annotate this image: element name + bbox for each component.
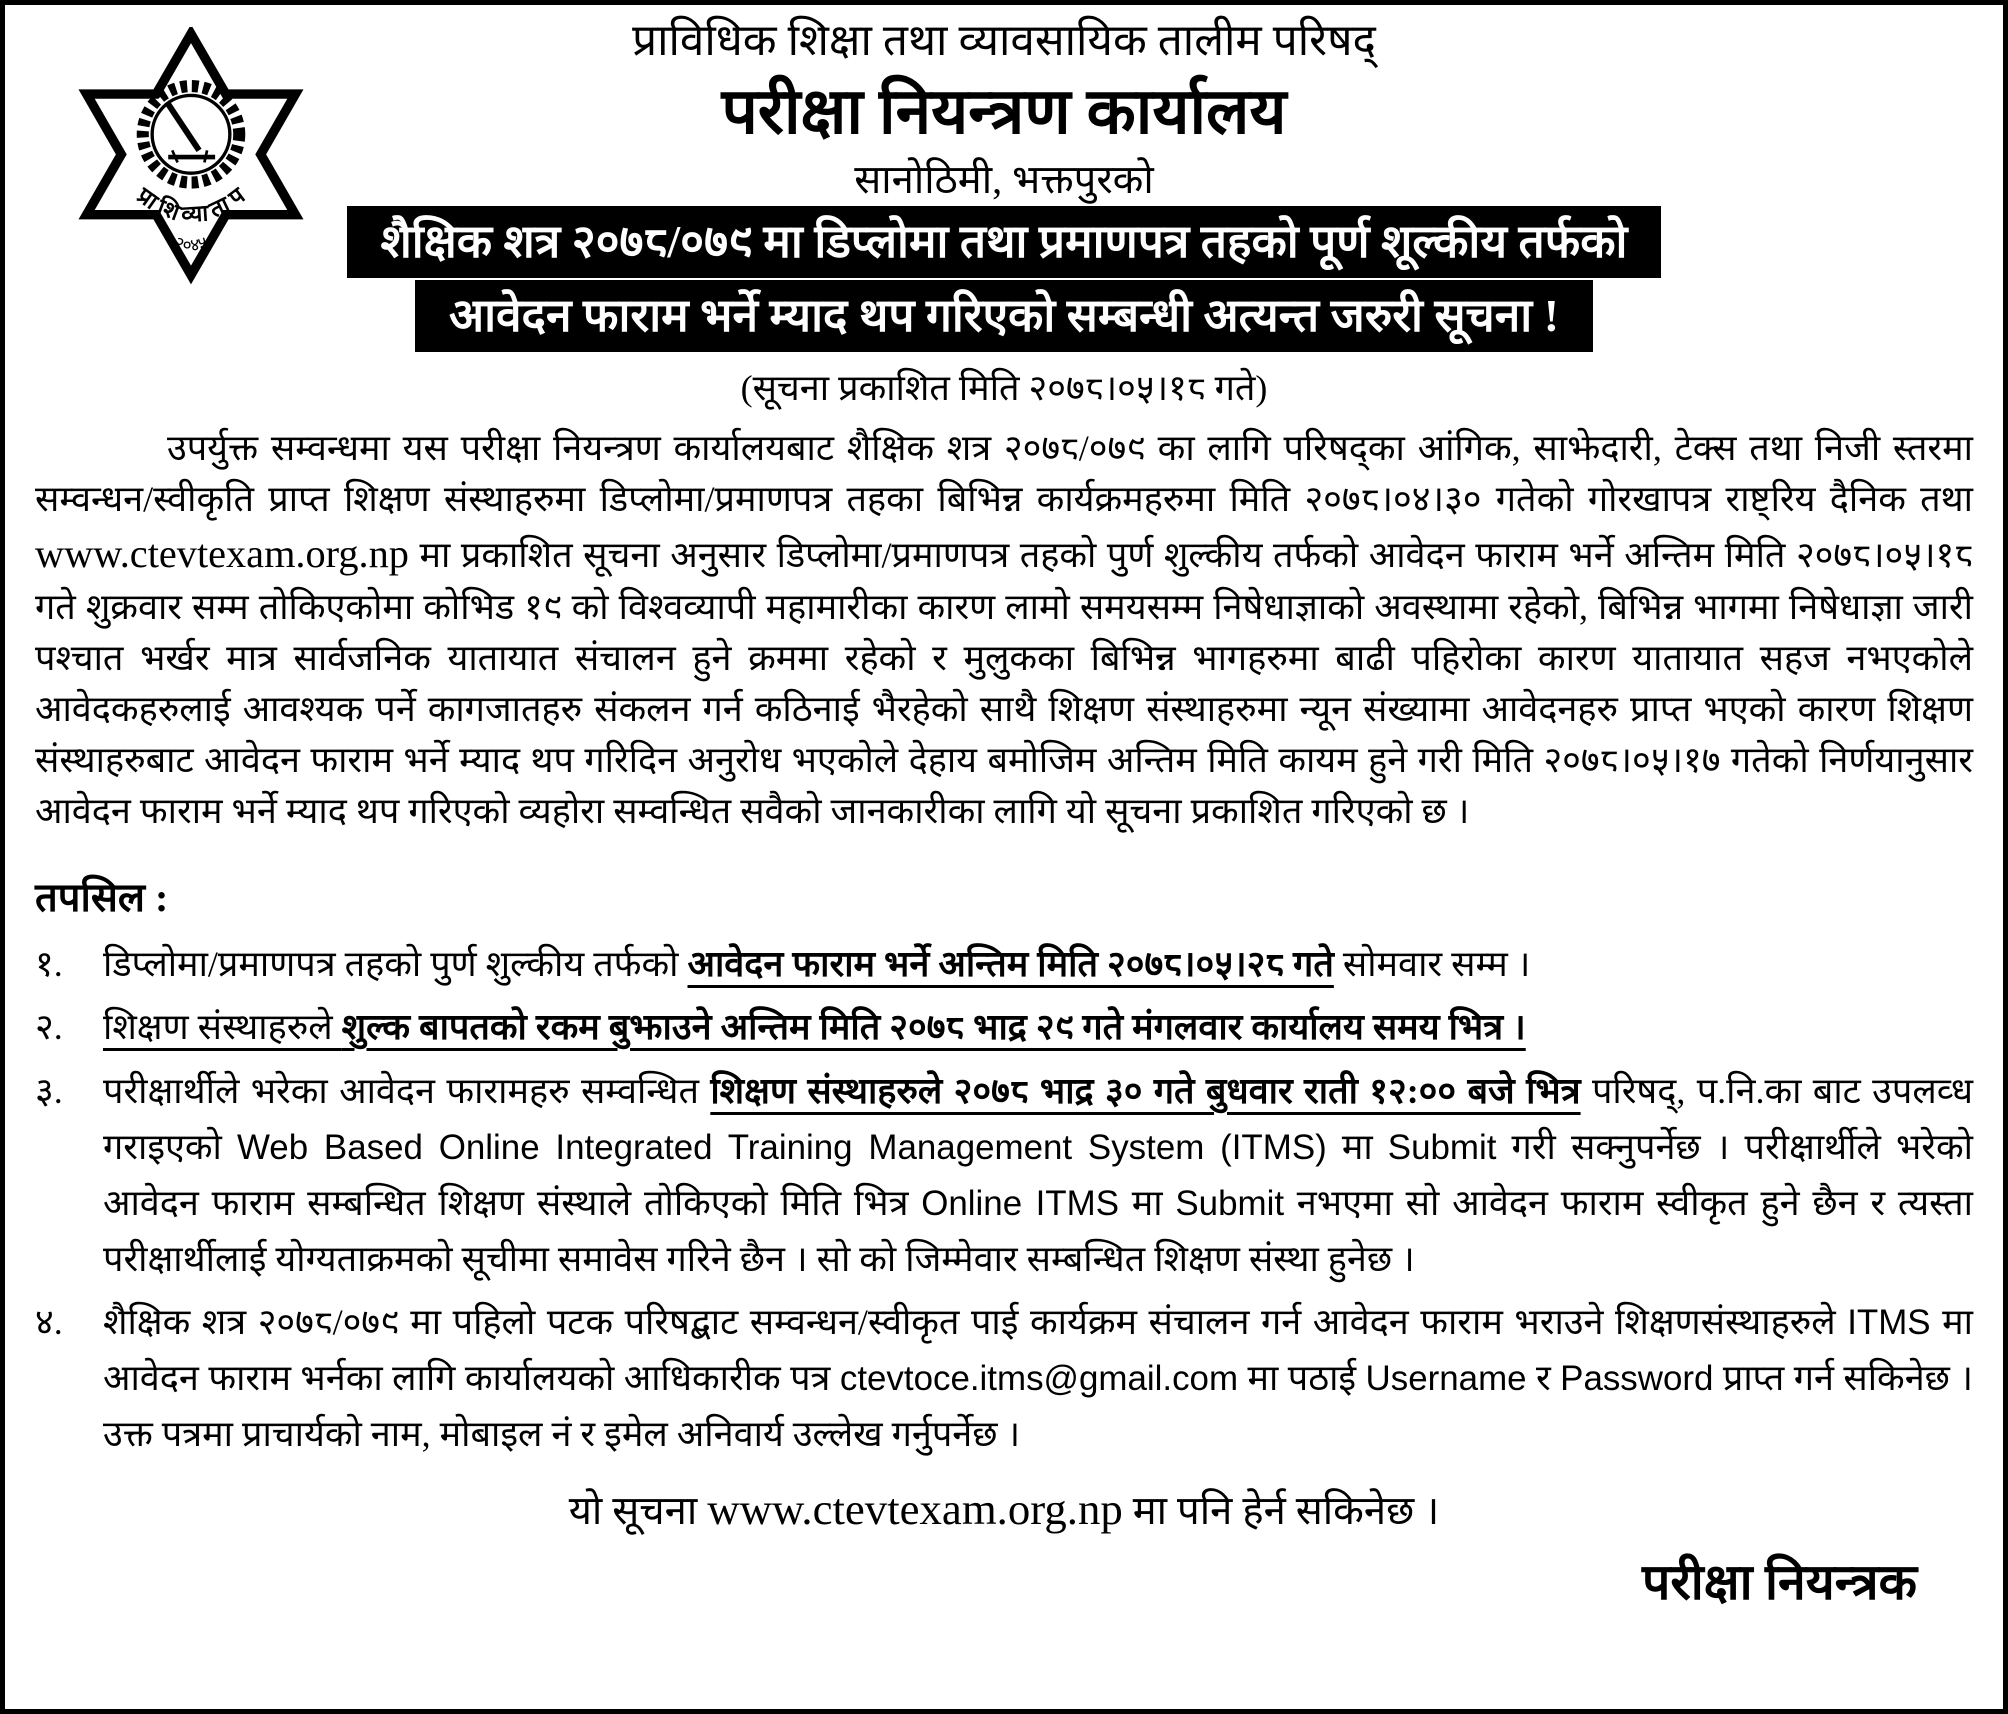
notice-header (35, 13, 1973, 411)
text-segment: मा आवेदन फाराम भर्नका लागि कार्यालयको आधिकारीक पत्र (103, 1302, 1973, 1399)
deadline-highlight: आवेदन फाराम भर्ने अन्तिम मिति २०७८।०५।२८ गते (687, 943, 1334, 984)
submit-deadline-highlight: शिक्षण संस्थाहरुले २०७८ भाद्र ३० गते बुधवार राती १२:०० बजे भित्र (710, 1071, 1581, 1112)
text-segment: परीक्षार्थीले भरेका आवेदन फारामहरु सम्वन्धित (103, 1071, 711, 1112)
text-segment: शैक्षिक शत्र २०७८/०७९ मा पहिलो पटक परिषद्बाट सम्वन्धन/स्वीकृत पाई कार्यक्रम संचालन गर्न आवेदन फाराम भराउने शिक्षणसंस्थाहरुले (103, 1302, 1848, 1343)
online-itms-word: Online ITMS (921, 1183, 1119, 1223)
list-item-1-number: १. (35, 943, 63, 984)
text-segment: मा (1326, 1126, 1388, 1167)
organization-name: प्राविधिक शिक्षा तथा व्यावसायिक तालीम परिषद् (632, 16, 1376, 65)
published-date: (सूचना प्रकाशित मिति २०७८।०५।१८ गते) (740, 367, 1268, 408)
ctevt-emblem-logo (57, 27, 325, 322)
submit-word: Submit (1175, 1183, 1285, 1223)
text-segment: र (1526, 1358, 1561, 1399)
list-item-3-text (103, 1064, 1973, 1287)
emblem-curved-text: प्रा शि व्या ता प (132, 182, 250, 228)
office-address: सानोठिमी, भक्तपुरको (854, 157, 1154, 202)
itms-word: ITMS (1847, 1303, 1931, 1343)
notice-title-banner-2 (35, 280, 1973, 352)
itms-system-name: Web Based Online Integrated Training Management System (ITMS) (236, 1127, 1327, 1167)
text-segment: परिषद्, प.नि.का बाट उपलव्ध गराइएको (103, 1071, 1973, 1167)
text-segment: सोमवार सम्म । (1333, 943, 1531, 984)
text-segment: प्राप्त गर्न सकिनेछ । उक्त पत्रमा प्राचार्यको नाम, मोबाइल नं र इमेल अनिवार्य उल्लेख गर्नुपर्नेछ । (103, 1358, 1973, 1454)
text-segment: डिप्लोमा/प्रमाणपत्र तहको पुर्ण शुल्कीय तर्फको (103, 943, 688, 984)
numbered-list (35, 937, 1973, 1463)
notice-title-line1: शैक्षिक शत्र २०७८/०७९ मा डिप्लोमा तथा प्रमाणपत्र तहको पूर्ण शूल्कीय तर्फको (347, 206, 1662, 278)
text-segment: मा (1118, 1182, 1176, 1223)
footer-note (35, 1481, 1973, 1536)
emblem-year: २०४५ (172, 232, 210, 256)
fee-deadline-highlight: शुल्क बापतको रकम बुझाउने अन्तिम मिति २०७८ भाद्र २९ गते मंगलवार कार्यालय समय भित्र । (341, 1007, 1526, 1048)
body-text-after-url: मा प्रकाशित सूचना अनुसार डिप्लोमा/प्रमाणपत्र तहको पुर्ण शुल्कीय तर्फको आवेदन फाराम भर्ने अन्तिम मिति २०७८।०५।१८ गते शुक्रवार सम्म तोकिएकोमा कोभिड १९ को विश्वव्यापी महामारीका कारण लामो समयसम्म निषेधाज्ञाको अवस्थामा रहेको, बिभिन्न भागमा निषेधाज्ञा जारी पश्चात भर्खर मात्र सार्वजनिक यातायात संचालन हुने क्रममा रहेको र मुलुकका बिभिन्न भागहरुमा बाढी पहिरोका कारण यातायात सहज नभएकोले आवेदकहरुलाई आवश्यक पर्ने कागजातहरु संकलन गर्न कठिनाई भैरहेको साथै शिक्षण संस्थाहरुमा न्यून संख्यामा आवेदनहरु प्राप्त भएको कारण शिक्षण संस्थाहरुबाट आवेदन फाराम भर्ने म्याद थप गरिदिन अनुरोध भएकोले देहाय बमोजिम अन्तिम मिति कायम हुने गरी मिति २०७८।०५।१७ गतेको निर्णयानुसार आवेदन फाराम भर्ने म्याद थप गरिएको व्यहोरा सम्वन्धित सवैको जानकारीका लागि यो सूचना प्रकाशित गरिएको छ । (35, 534, 1973, 832)
six-pointed-star-icon (57, 27, 325, 322)
text-segment: गरी सक्नुपर्नेछ । परीक्षार्थीले भरेको आवेदन फाराम सम्बन्धित शिक्षण संस्थाले तोकिएको मिति भित्र (103, 1126, 1973, 1223)
list-item-2 (35, 1000, 1973, 1056)
notice-title-line2: आवेदन फाराम भर्ने म्याद थप गरिएको सम्बन्धी अत्यन्त जरुरी सूचना ! (415, 280, 1593, 352)
list-item-3-number: ३. (35, 1071, 63, 1112)
contact-email: ctevtoce.itms@gmail.com (839, 1359, 1239, 1399)
list-item-4-text (103, 1295, 1973, 1462)
list-item-3 (35, 1064, 1973, 1287)
signature-title: परीक्षा नियन्त्रक (1641, 1553, 1917, 1610)
exam-website-url: www.ctevtexam.org.np (35, 530, 409, 576)
notice-body-paragraph (35, 423, 1973, 838)
exam-website-url-footer: www.ctevtexam.org.np (707, 1483, 1123, 1534)
text-segment: मा पनि हेर्न सकिनेछ । (1122, 1487, 1440, 1533)
username-word: Username (1365, 1359, 1527, 1399)
tapasil-heading: तपसिल : (35, 874, 169, 920)
body-text-before-url: उपर्युक्त सम्वन्धमा यस परीक्षा नियन्त्रण कार्यालयबाट शैक्षिक शत्र २०७८/०७९ का लागि परिषद्का आंगिक, साझेदारी, टेक्स तथा निजी स्तरमा सम्वन्धन/स्वीकृति प्राप्त शिक्षण संस्थाहरुमा डिप्लोमा/प्रमाणपत्र तहका बिभिन्न कार्यक्रमहरुमा मिति २०७८।०४।३० गतेको गोरखापत्र राष्ट्रिय दैनिक तथा (35, 427, 1973, 519)
text-segment: यो सूचना (568, 1487, 708, 1533)
list-item-4-number: ४. (35, 1302, 63, 1343)
office-name: परीक्षा नियन्त्रण कार्यालय (721, 76, 1287, 147)
list-item-1 (35, 937, 1973, 993)
list-item-1-text (103, 937, 1973, 993)
list-item-2-text (103, 1000, 1973, 1056)
notice-title-banner (35, 206, 1973, 278)
list-item-2-number: २. (35, 1007, 63, 1048)
text-segment: नभएमा सो आवेदन फाराम स्वीकृत हुने छैन र त्यस्ता परीक्षार्थीलाई योग्यताक्रमको सूचीमा समावेस गरिने छैन । सो को जिम्मेवार सम्बन्धित शिक्षण संस्था हुनेछ । (103, 1182, 1973, 1279)
password-word: Password (1560, 1359, 1714, 1399)
list-item-4 (35, 1295, 1973, 1462)
text-segment: मा पठाई (1238, 1358, 1366, 1399)
text-segment: शिक्षण संस्थाहरुले (103, 1007, 342, 1048)
submit-word: Submit (1387, 1127, 1497, 1167)
